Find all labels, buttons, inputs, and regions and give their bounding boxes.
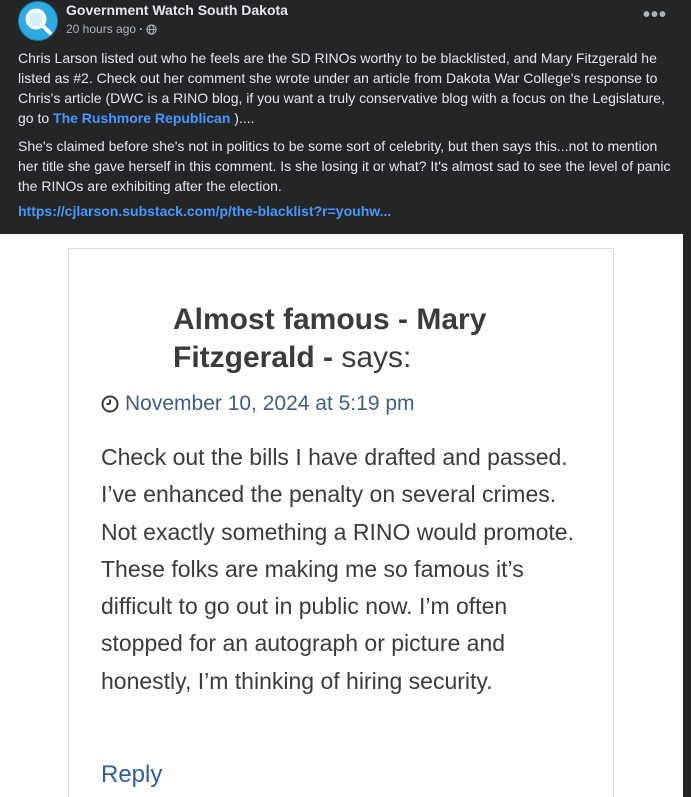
post-text bbox=[18, 48, 678, 204]
post-author[interactable]: Government Watch South Dakota bbox=[66, 2, 288, 18]
comment-date bbox=[101, 392, 415, 416]
comment-screenshot bbox=[68, 248, 614, 797]
paragraph-1-text: Chris Larson listed out who he feels are the SD RINOs worthy to be blacklisted, and Mary Fitzgerald he listed as #2. Check out her comment she wrote under an article from Dakota War College's response to Chris's article (DWC is a RINO blog, if you want a truly conservative blog with a focus on the Legislature, go to bbox=[18, 50, 665, 126]
post-timestamp[interactable]: 20 hours ago bbox=[66, 22, 137, 36]
paragraph-1-end: ).... bbox=[230, 110, 255, 126]
meta-separator: · bbox=[139, 22, 144, 36]
post-meta bbox=[66, 22, 157, 36]
more-options-icon[interactable]: ••• bbox=[642, 4, 667, 26]
rushmore-republican-link[interactable]: The Rushmore Republican bbox=[53, 110, 231, 126]
comment-author bbox=[173, 301, 573, 377]
comment-body: Check out the bills I have drafted and passed. I’ve enhanced the penalty on several crimes. Not exactly something a RINO would promote. These folks are making me so famous it’s difficult to go out in public now. I’m often stopped for an autograph or picture and honestly, I’m thinking of hiring security. bbox=[101, 444, 574, 694]
page-avatar[interactable] bbox=[18, 1, 58, 41]
reply-link: Reply bbox=[101, 761, 163, 788]
clock-icon bbox=[101, 395, 119, 413]
comment-author-line2: Fitzgerald - bbox=[173, 341, 334, 374]
substack-link[interactable]: https://cjlarson.substack.com/p/the-blacklist?r=youhw... bbox=[18, 203, 392, 219]
comment-date-text: November 10, 2024 at 5:19 pm bbox=[125, 392, 415, 415]
comment-author-line1: Almost famous - Mary bbox=[173, 303, 487, 336]
post-paragraph-1 bbox=[18, 48, 678, 128]
image-gutter bbox=[683, 234, 691, 797]
post-image[interactable] bbox=[0, 234, 683, 797]
comment-says: says: bbox=[333, 341, 412, 374]
post-paragraph-2: She's claimed before she's not in politics to be some sort of celebrity, but then says this...not to mention her title she gave herself in this comment. Is she losing it or what? It's almost sad to see the level of panic the RINOs are exhibiting after the election. bbox=[18, 138, 671, 194]
post-header bbox=[0, 0, 691, 45]
globe-icon bbox=[146, 24, 157, 35]
magnifier-icon bbox=[19, 2, 58, 41]
